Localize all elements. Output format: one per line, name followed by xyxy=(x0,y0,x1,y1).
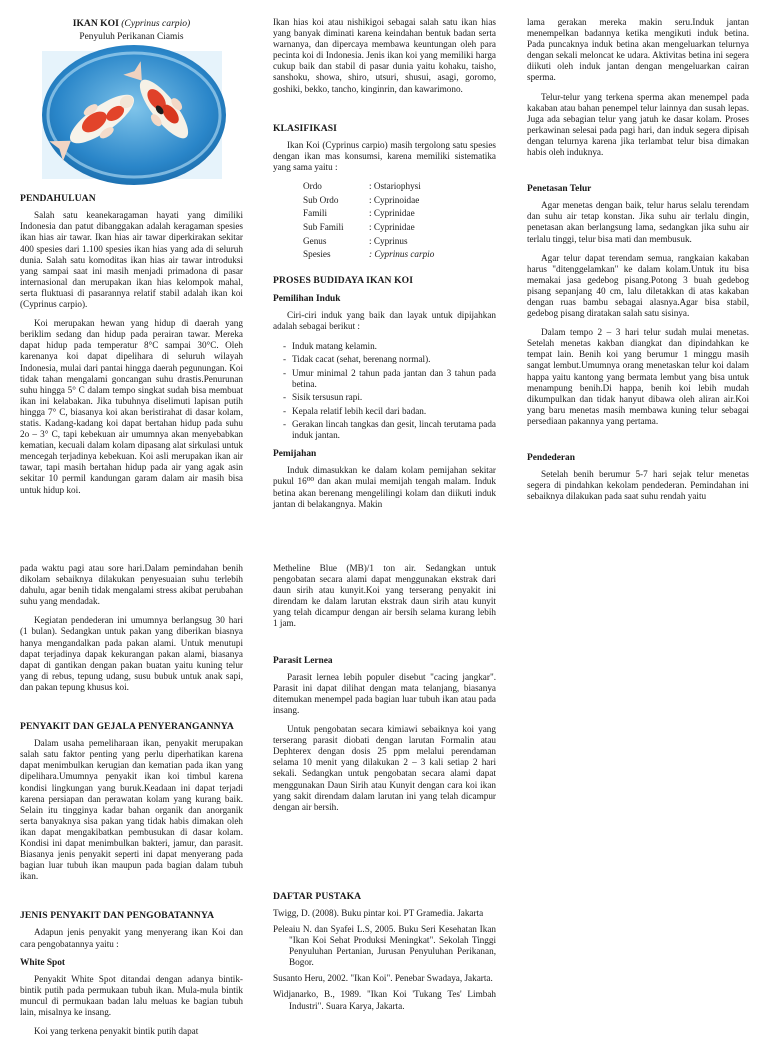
table-row: Sub Ordo : Cyprinoidae xyxy=(303,194,420,205)
heading-pemijahan: Pemijahan xyxy=(273,449,317,460)
table-row: Ordo : Ostariophysi xyxy=(303,181,421,192)
paragraph: Koi merupakan hewan yang hidup di daerah yang beriklim sedang dan hidup pada perairan tawar. Mereka dapat hidup pada temperatur 8°C sampai 30°C. Oleh karenanya koi dapat dipelihara di seluruh wilayah Indonesia, mulai dari pantai hingga daerah pegunungan. Koi tidak tahan mengalami goncangan suhu drastis.Penurunan suhu hingga 5° C dalam tempo singkat sudah bisa membuat ikan ini kelabakan. Jika tubuhnya diselimuti lapisan putih hingga 7° C, biasanya koi akan beristirahat di dasar kolam, statis. Kadang-kadang koi dapat bertahan hidup pada suhu 2o – 3° C, tapi kebekuan air umumnya akan menyebabkan kematian, kecuali dalam kolam dipasang alat sirkulasi untuk mencegah terjadinya kebekuan. Koi asli merupakan ikan air tawar, tapi masih bertahan hidup pada air yang agak asin sekitar 10 permil kandungan garam dalam air masih bisa untuk hidup koi. xyxy=(20,318,243,495)
heading-pendederan: Pendederan xyxy=(527,453,575,463)
paragraph: pada waktu pagi atau sore hari.Dalam pemindahan benih dikolam sebaiknya dilakukan penyesuaian suhu terlebih dahulu, agar benih tidak mengalami stress akibat perubahan suhu yang mendadak. xyxy=(20,563,243,607)
paragraph: Kegiatan pendederan ini umumnya berlangsug 30 hari (1 bulan). Sedangkan untuk pakan yang diberikan biasnya hanya mengandalkan pada pakan alami. Untuk menutupi dapat terjadinya dapak kekurangan pakan alami, biasanya dapat di gantikan dengan pakan buatan yaitu kuning telur yang di rebus, tepung udang, susu bubuk untuk anak sapi, dan pakan tepung khusus koi. xyxy=(20,615,243,692)
classification-table xyxy=(303,181,526,263)
paragraph: Dalam tempo 2 – 3 hari telur sudah mulai menetas. Setelah menetas kakban diangkat dan dipindahkan ke tempat lain. Benih koi yang berumur 1 minggu masih sangat lembut.Umumnya orang menetaskan telur koi dalam happa yaitu kantong yang bermata lembut yang bisa untuk menampung benih.Di happa, benih koi lebih mudah dikumpulkan dan tidak hanyut dibawa oleh aliran air.Koi yang baru menetas masih membawa kuning telur sebagai persediaan pakannya yang pertama. xyxy=(527,327,749,426)
page1-column-2 xyxy=(273,17,496,518)
paragraph: Telur-telur yang terkena sperma akan menempel pada kakaban atau bahan penempel telur lainnya dan susah lepas. Juga ada sebagian telur yang jatuh ke dasar kolam. Proses perkawinan selesai pada pagi hari, dan induk segera dipisah dengan telurnya karena jika terlambat telur bisa dimakan habis oleh induknya. xyxy=(527,91,749,158)
paragraph: lama gerakan mereka makin seru.Induk jantan menempelkan badannya ketika mengikuti induk betina. Pada puncaknya induk betina akan mengeluarkan telurnya dengan sekali meloncat ke udara. Aktivitas betina ini segera diikuti oleh induk jantan dengan mengeluarkan cairan sperma. xyxy=(527,17,749,83)
heading-pemilihan-induk: Pemilihan Induk xyxy=(273,294,341,305)
heading-klasifikasi: KLASIFIKASI xyxy=(273,122,338,134)
heading-parasit-lernea: Parasit Lernea xyxy=(273,655,333,666)
document-author: Penyuluh Perikanan Ciamis xyxy=(79,32,184,43)
table-row: Sub Famili : Cyprinidae xyxy=(303,222,415,233)
reference-item: Peleaiu N. dan Syafei L.S, 2005. Buku Seri Kesehatan Ikan "Ikan Koi Sehat Produksi Meningkat". Sekolah Tinggi Penyuluhan Pertanian, Jurusan Penyuluhan Perikanan, Bogor. xyxy=(273,923,496,968)
heading-daftar-pustaka: DAFTAR PUSTAKA xyxy=(273,890,362,902)
page1-column-1 xyxy=(20,0,243,504)
page2-column-1 xyxy=(20,563,243,1045)
paragraph: Ikan Koi (Cyprinus carpio) masih tergolong satu spesies dengan ikan mas konsumsi, karena memiliki sistematika yang sama yaitu : xyxy=(273,139,496,172)
paragraph: Untuk pengobatan secara kimiawi sebaiknya koi yang terserang parasit diobati dengan larutan Formalin atau Dephterex dengan dosis 25 ppm melalui perendaman selama 10 menit yang dilakukan 2 – 3 kali setiap 2 hari sekali. Sedangkan untuk pengobatan secara alami dapat menggunakan Daun Sirih atau Kunyit dengan cara koi ikan yang sakit direndam dalam larutan ini yang telah dicampur dengan air bersih. xyxy=(273,724,496,812)
paragraph: Metheline Blue (MB)/1 ton air. Sedangkan untuk pengobatan secara alami dapat menggunakan ekstrak dari daun sirih atau kunyit.Koi yang terserang penyakit ini direndam ke dalam larutan ekstrak daun sirih atau kunyit yang telah dicampur dengan air bersih selama kurang lebih 1 jam. xyxy=(273,563,496,629)
paragraph: Dalam usaha pemeliharaan ikan, penyakit merupakan salah satu faktor penting yang perlu diperhatikan karena dapat menimbulkan kerugian dan kematian pada ikan yang dipelihara.Umumnya penyakit ikan koi timbul karena kondisi lingkungan yang buruk.Keadaan ini dapat terjadi karena persiapan dan perawatan kolam yang kurang baik. Selain itu tingginya kadar bahan organik dan anorganik serta banyaknya sisa pakan yang tidak habis dimakan oleh ikan dapat mengakibatkan pembusukan di dasar kolam. Kondisi ini dapat menimbulkan bakteri, jamur, dan parasit. Biasanya jenis penyakit seperti ini dapat menyerang pada bagian luar tubuh ikan maupun pada bagian dalam tubuh ikan. xyxy=(20,738,243,882)
paragraph: Penyakit White Spot ditandai dengan adanya bintik-bintik putih pada permukaan tubuh ikan. Mula-mula bintik muncul di permukaan badan lalu meluas ke bagian tubuh lain, misalnya ke insang. xyxy=(20,973,243,1017)
paragraph: Koi yang terkena penyakit bintik putih dapat xyxy=(34,1026,199,1037)
heading-proses-budidaya: PROSES BUDIDAYA IKAN KOI xyxy=(273,275,414,287)
paragraph: Adapun jenis penyakit yang menyerang ikan Koi dan cara pengobatannya yaitu : xyxy=(20,927,243,949)
list-item: - Sisik tersusun rapi. xyxy=(283,392,496,403)
page-2 xyxy=(0,555,768,1037)
paragraph: Salah satu keanekaragaman hayati yang dimiliki Indonesia dan patut dibanggakan adalah keragaman spesies ikan hias air tawar. Ikan hias air tawar diperkirakan sekitar 400 spesies dari 1.100 spesies ikan hias yang ada di seluruh dunia. Salah satu komoditas ikan hias air tawar introduksi yang sampai saat ini masih menjadi primadona di pasar internasional dan merupakan ikan hias kelompok mahal, serta fluktuasi di pasarannya relatif stabil adalah ikan koi (Cyprinus carpio). xyxy=(20,210,243,310)
paragraph: Agar menetas dengan baik, telur harus selalu terendam dan suhu air tetap konstan. Jika suhu air terlalu dingin, penetasan akan berlangsung lama, sedangkan jika suhu air terlalu tinggi, telur bisa mati dan membusuk. xyxy=(527,200,749,244)
paragraph: Ikan hias koi atau nishikigoi sebagai salah satu ikan hias yang banyak diminati karena keindahan bentuk badan serta warnanya, dan dipercaya membawa keuntungan oleh para pecinta koi di Indonesia. Jenis ikan koi yang memiliki harga cukup baik dan stabil di pasar dunia yaitu kohaku, taisho, sanshoku, showa, shiro, utsuri, shusui, asagi, goromo, goshiki, bekko, tancho, kinginrin, dan kawarimono. xyxy=(273,17,496,94)
reference-item: Susanto Heru, 2002. "Ikan Koi". Penebar Swadaya, Jakarta. xyxy=(273,973,493,984)
reference-item: Widjanarko, B., 1989. "Ikan Koi 'Tukang Tes' Limbah Industri". Suara Karya, Jakarta. xyxy=(273,989,496,1011)
heading-penyakit: PENYAKIT DAN GEJALA PENYERANGANNYA xyxy=(20,721,234,733)
paragraph: Setelah benih berumur 5-7 hari sejak telur menetas segera di pindahkan kekolam pendederan. Pemindahan ini sebaiknya dilakukan pada saat suhu rendah yaitu xyxy=(527,469,749,502)
koi-fish-photo xyxy=(42,51,222,179)
document-title: IKAN KOI (Cyprinus carpio) xyxy=(72,18,191,29)
criteria-list xyxy=(273,341,496,442)
list-item: - Gerakan lincah tangkas dan gesit, lincah terutama pada induk jantan. xyxy=(283,419,496,441)
paragraph: Induk dimasukkan ke dalam kolam pemijahan sekitar pukul 16⁰⁰ dan akan mulai memijah tengah malam. Induk betina akan berenang mengelilingi kolam dan diikuti induk jantan di belakangnya. Makin xyxy=(273,465,496,509)
table-row: Spesies : Cyprinus carpio xyxy=(303,249,435,260)
table-row: Genus : Cyprinus xyxy=(303,235,408,246)
paragraph: Agar telur dapat terendam semua, rangkaian kakaban harus "ditenggelamkan" ke dalam kolam.Untuk itu bisa memakai jasa gedebog pisang.Potong 3 buah gedebog pisang sepanjang 40 cm, lalu diletakkan di atas kakaban dengan ruas bambu sebagai alasnya.Agar bisa stabil, gedebog pisang diratakan salah satu sisinya. xyxy=(527,252,749,319)
list-item: - Kepala relatif lebih kecil dari badan. xyxy=(283,406,496,417)
page1-column-3 xyxy=(527,17,749,510)
heading-pendahuluan: PENDAHULUAN xyxy=(20,193,96,205)
list-item: - Induk matang kelamin. xyxy=(283,341,496,352)
heading-white-spot: White Spot xyxy=(20,957,66,968)
list-item: - Umur minimal 2 tahun pada jantan dan 3 tahun pada betina. xyxy=(283,368,496,390)
reference-item: Twigg, D. (2008). Buku pintar koi. PT Gramedia. Jakarta xyxy=(273,907,484,918)
heading-penetasan-telur: Penetasan Telur xyxy=(527,184,592,195)
paragraph: Parasit lernea lebih populer disebut "cacing jangkar". Parasit ini dapat dilihat dengan mata telanjang, biasanya ditemukan menempel pada bagian luar tubuh ikan atau pada insang. xyxy=(273,671,496,715)
table-row: Famili : Cyprinidae xyxy=(303,208,415,219)
paragraph: Ciri-ciri induk yang baik dan layak untuk dipijahkan adalah sebagai berikut : xyxy=(273,310,496,332)
list-item: - Tidak cacat (sehat, berenang normal). xyxy=(283,354,496,365)
page2-column-2 xyxy=(273,563,496,1017)
heading-jenis-penyakit: JENIS PENYAKIT DAN PENGOBATANNYA xyxy=(20,910,215,922)
